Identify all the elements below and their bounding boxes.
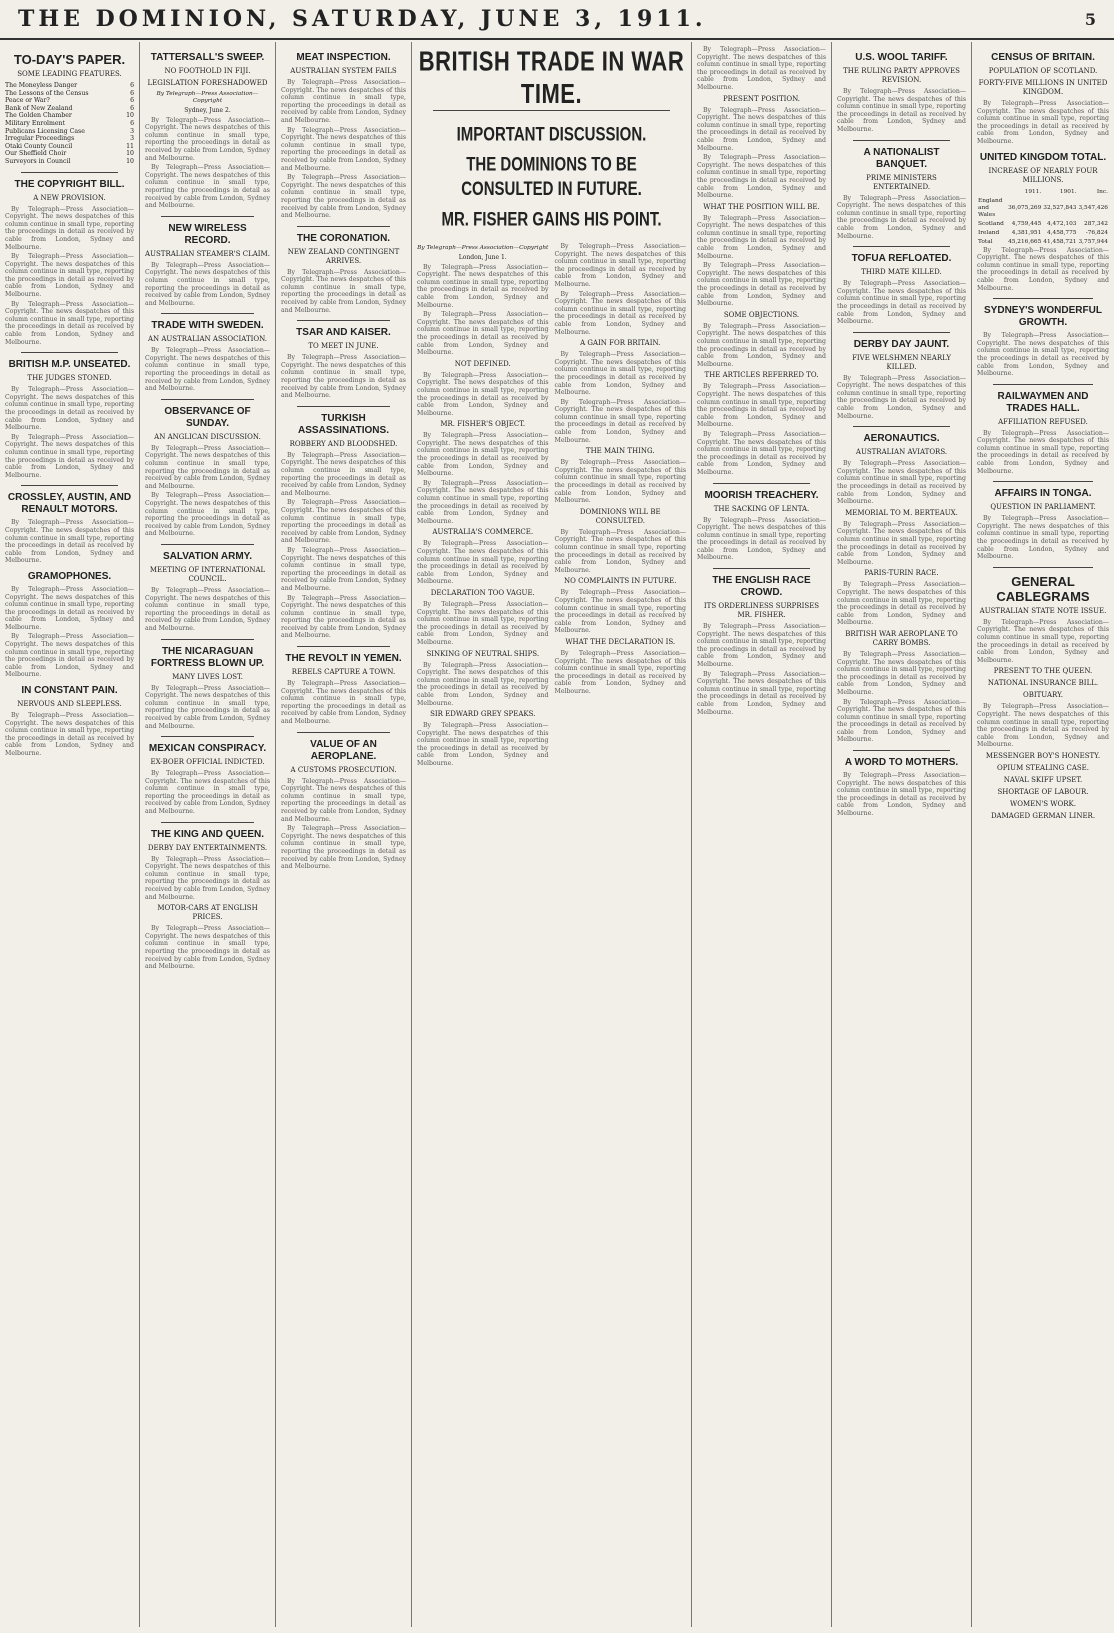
body-text: By Telegraph—Press Association—Copyright. The news despatches of this column continue in small type, reporting the proceedings in detail as received by cable from London, Sydney and Melbourne. [977, 618, 1109, 664]
census-heading: CENSUS OF BRITAIN. [991, 52, 1095, 63]
sunday-heading: OBSERVANCE OF SUNDAY. [164, 405, 251, 429]
index-item-page: 3 [130, 127, 134, 135]
body-text: By Telegraph—Press Association—Copyright. The news despatches of this column continue in small type, reporting the proceedings in detail as received by cable from London, Sydney and Melbourne. [837, 280, 966, 326]
body-text: By Telegraph—Press Association—Copyright. The news despatches of this column continue in small type, reporting the proceedings in detail as received by cable from London, Sydney and Melbourne. [5, 712, 134, 757]
index-item-page: 6 [130, 97, 134, 105]
center-column-a [417, 243, 549, 770]
wireless-heading: NEW WIRELESS RECORD. [168, 222, 247, 246]
derby-heading: DERBY DAY JAUNT. [853, 338, 950, 350]
body-text: By Telegraph—Press Association—Copyright. The news despatches of this column continue in small type, reporting the proceedings in detail as received by cable from London, Sydney and Melbourne. [281, 174, 406, 220]
body-text: By Telegraph—Press Association—Copyright. The news despatches of this column continue in small type, reporting the proceedings in detail as received by cable from London, Sydney and Melbourne. [837, 374, 966, 420]
body-text: By Telegraph—Press Association—Copyright. The news despatches of this column continue in small type, reporting the proceedings in detail as received by cable from London, Sydney and Melbourne. [417, 311, 549, 357]
body-text: By Telegraph—Press Association—Copyright. The news despatches of this column continue in small type, reporting the proceedings in detail as received by cable from London, Sydney and Melbourne. [837, 88, 966, 133]
important-discussion-sub: IMPORTANT DISCUSSION. [456, 123, 647, 146]
body-text: By Telegraph—Press Association—Copyright. The news despatches of this column continue in small type, reporting the proceedings in detail as received by cable from London, Sydney and Melbourne. [281, 451, 406, 497]
neutral-ships-heading: SINKING OF NEUTRAL SHIPS. [426, 649, 540, 658]
census-header-cell [977, 188, 1007, 197]
body-text: By Telegraph—Press Association—Copyright. The news despatches of this column continue in small type, reporting the proceedings in detail as received by cable from London, Sydney and Melbourne. [417, 600, 549, 646]
body-text: By Telegraph—Press Association—Copyright. The news despatches of this column continue in small type, reporting the proceedings in detail as received by cable from London, Sydney and Melbourne. [977, 703, 1109, 749]
body-text: By Telegraph—Press Association—Copyright. The news despatches of this column continue in small type, reporting the proceedings in detail as received by cable from London, Sydney and Melbourne. [697, 154, 826, 200]
masthead [0, 0, 1114, 40]
tattersall-heading: TATTERSALL'S SWEEP. [150, 52, 265, 63]
body-text: By Telegraph—Press Association—Copyright. The news despatches of this column continue in small type, reporting the proceedings in detail as received by cable from London, Sydney and Melbourne. [837, 772, 966, 818]
aeronautics-sub: AUSTRALIAN AVIATORS. [855, 448, 948, 457]
motor-cars-sub: MOTOR-CARS AT ENGLISH PRICES. [157, 904, 258, 922]
unseated-heading: BRITISH M.P. UNSEATED. [8, 359, 131, 371]
nicaragua-heading: THE NICARAGUAN FORTRESS BLOWN UP. [150, 645, 265, 669]
body-text: By Telegraph—Press Association—Copyright. The news despatches of this column continue in small type, reporting the proceedings in detail as received by cable from London, Sydney and Melbourne. [5, 519, 134, 565]
census-cell: Scotland [978, 220, 1004, 227]
tsar-sub: TO MEET IN JUNE. [308, 342, 379, 351]
tsar-heading: TSAR AND KAISER. [296, 327, 391, 339]
grey-speaks-heading: SIR EDWARD GREY SPEAKS. [430, 710, 536, 719]
body-text: By Telegraph—Press Association—Copyright. The news despatches of this column continue in small type, reporting the proceedings in detail as received by cable from London, Sydney and Melbourne. [554, 290, 686, 336]
sweden-heading: TRADE WITH SWEDEN. [151, 320, 264, 332]
column-1 [0, 42, 140, 1627]
index-item-page: 10 [126, 157, 134, 165]
coronation-heading: THE CORONATION. [296, 232, 391, 244]
aeroplane-sub: A CUSTOMS PROSECUTION. [290, 765, 397, 774]
turkish-sub: ROBBERY AND BLOODSHED. [289, 439, 398, 448]
insurance-sub: NATIONAL INSURANCE BILL. [987, 679, 1099, 688]
forty-five-millions-sub: FORTY-FIVE MILLIONS IN UNITED KINGDOM. [978, 79, 1108, 96]
body-text: By Telegraph—Press Association—Copyright. The news despatches of this column continue in small type, reporting the proceedings in detail as received by cable from London, Sydney and Melbourne. [837, 520, 966, 566]
index-item-page: 6 [130, 104, 134, 112]
census-cell: 287,342 [1084, 220, 1108, 227]
body-text: By Telegraph—Press Association—Copyright. The news despatches of this column continue in small type, reporting the proceedings in detail as received by cable from London, Sydney and Melbourne. [5, 386, 134, 432]
note-issue-sub: AUSTRALIAN STATE NOTE ISSUE. [979, 606, 1107, 615]
body-text: By Telegraph—Press Association—Copyright. The news despatches of this column continue in small type, reporting the proceedings in detail as received by cable from London, Sydney and Melbourne. [145, 492, 270, 538]
german-liner-sub: DAMAGED GERMAN LINER. [990, 811, 1096, 820]
no-complaints-heading: NO COMPLAINTS IN FUTURE. [564, 577, 677, 586]
index-item [5, 128, 134, 136]
berteaux-sub: MEMORIAL TO M. BERTEAUX. [845, 508, 958, 517]
index-item-page: 10 [126, 112, 134, 120]
census-table-row [977, 238, 1109, 247]
salvation-heading: SALVATION ARMY. [162, 550, 253, 562]
body-text: By Telegraph—Press Association—Copyright. The news despatches of this column continue in small type, reporting the proceedings in detail as received by cable from London, Sydney and Melbourne. [417, 263, 549, 309]
column-2 [140, 42, 276, 1627]
index-item [5, 143, 134, 151]
body-text: By Telegraph—Press Association—Copyright. The news despatches of this column continue in small type, reporting the proceedings in detail as received by cable from London, Sydney and Melbourne. [697, 322, 826, 368]
census-cell: -76,824 [1085, 229, 1108, 236]
nicaragua-sub: MANY LIVES LOST. [172, 672, 243, 681]
column-3 [276, 42, 412, 1627]
tofua-heading: TOFUA REFLOATED. [851, 253, 952, 265]
body-text: By Telegraph—Press Association—Copyright. The news despatches of this column continue in small type, reporting the proceedings in detail as received by cable from London, Sydney and Melbourne. [977, 332, 1109, 378]
body-text: By Telegraph—Press Association—Copyright. The news despatches of this column continue in small type, reporting the proceedings in detail as received by cable from London, Sydney and Melbourne. [977, 100, 1109, 145]
womens-work-sub: WOMEN'S WORK. [1010, 799, 1076, 808]
index-item-label: Publicans Licensing Case [5, 127, 85, 135]
body-text: By Telegraph—Press Association—Copyright. The news despatches of this column continue in small type, reporting the proceedings in detail as received by cable from London, Sydney and Melbourne. [554, 589, 686, 635]
page-number: 5 [1084, 9, 1096, 29]
census-header-cell: Inc. [1096, 188, 1108, 195]
body-text: By Telegraph—Press Association—Copyright. The news despatches of this column continue in small type, reporting the proceedings in detail as received by cable from London, Sydney and Melbourne. [281, 680, 406, 726]
derby-sub: FIVE WELSHMEN NEARLY KILLED. [852, 353, 951, 371]
mexican-sub: EX-BOER OFFICIAL INDICTED. [150, 758, 265, 767]
index-item-label: The Lessons of the Census [5, 89, 89, 97]
census-cell: 32,527,843 [1043, 204, 1077, 211]
index-item-label: The Golden Chamber [5, 112, 72, 120]
unseated-sub: THE JUDGES STONED. [27, 374, 112, 383]
banquet-heading: A NATIONALIST BANQUET. [863, 146, 940, 170]
body-text: By Telegraph—Press Association—Copyright. The news despatches of this column continue in small type, reporting the proceedings in detail as received by cable from London, Sydney and Melbourne. [697, 430, 826, 476]
index-item-label: Military Enrolment [5, 119, 66, 127]
commerce-heading: AUSTRALIA'S COMMERCE. [432, 528, 534, 537]
ad-pain-heading: IN CONSTANT PAIN. [21, 685, 118, 697]
body-text: By Telegraph—Press Association—Copyright. The news despatches of this column continue in small type, reporting the proceedings in detail as received by cable from London, Sydney and Melbourne. [281, 354, 406, 400]
race-crowd-heading: THE ENGLISH RACE CROWD. [712, 575, 811, 599]
census-cell: 3,757,944 [1078, 238, 1108, 245]
index-item-label: Bank of New Zealand [5, 104, 73, 112]
index-item [5, 120, 134, 128]
center-feature [412, 42, 692, 1627]
index-item-page: 6 [130, 89, 134, 97]
body-text: By Telegraph—Press Association—Copyright. The news despatches of this column continue in small type, reporting the proceedings in detail as received by cable from London, Sydney and Melbourne. [417, 479, 549, 525]
census-table-header [977, 188, 1109, 197]
body-text: By Telegraph—Press Association—Copyright. The news despatches of this column continue in small type, reporting the proceedings in detail as received by cable from London, Sydney and Melbourne. [5, 205, 134, 251]
body-text: By Telegraph—Press Association—Copyright. The news despatches of this column continue in small type, reporting the proceedings in detail as received by cable from London, Sydney and Melbourne. [554, 459, 686, 505]
king-queen-sub: DERBY DAY ENTERTAINMENTS. [147, 843, 268, 852]
leading-features-sub: SOME LEADING FEATURES. [17, 70, 122, 78]
vague-heading: DECLARATION TOO VAGUE. [430, 588, 535, 597]
census-header-cell: 1901. [1059, 188, 1077, 195]
index-item-label: Otaki County Council [5, 142, 73, 150]
paris-turin-sub: PARIS-TURIN RACE. [864, 569, 939, 578]
index-item [5, 90, 134, 98]
column-6 [692, 42, 832, 1627]
body-text: By Telegraph—Press Association—Copyright. The news despatches of this column continue in small type, reporting the proceedings in detail as received by cable from London, Sydney and Melbourne. [145, 164, 270, 210]
gain-heading: A GAIN FOR BRITAIN. [580, 339, 661, 348]
ad-pain-sub: NERVOUS AND SLEEPLESS. [17, 700, 122, 709]
body-text: By Telegraph—Press Association—Copyright. The news despatches of this column continue in small type, reporting the proceedings in detail as received by cable from London, Sydney and Melbourne. [281, 79, 406, 124]
tonga-sub: QUESTION IN PARLIAMENT. [990, 503, 1096, 512]
tonga-heading: AFFAIRS IN TONGA. [994, 488, 1092, 500]
index-item [5, 135, 134, 143]
body-text: By Telegraph—Press Association—Copyright. The news despatches of this column continue in small type, reporting the proceedings in detail as received by cable from London, Sydney and Melbourne. [145, 770, 270, 816]
census-table [977, 188, 1109, 247]
census-cell: 4,759,445 [1011, 220, 1042, 227]
declaration-heading: WHAT THE DECLARATION IS. [565, 637, 676, 646]
meat-sub: AUSTRALIAN SYSTEM FAILS [290, 67, 397, 75]
salvation-sub: MEETING OF INTERNATIONAL COUNCIL. [149, 565, 266, 583]
body-text: By Telegraph—Press Association—Copyright. The news despatches of this column continue in small type, reporting the proceedings in detail as received by cable from London, Sydney and Melbourne. [417, 722, 549, 768]
index-item [5, 150, 134, 158]
skiff-sub: NAVAL SKIFF UPSET. [1003, 775, 1083, 784]
body-text: By Telegraph—Press Association—Copyright. The news despatches of this column continue in small type, reporting the proceedings in detail as received by cable from London, Sydney and Melbourne. [281, 268, 406, 314]
body-text: By Telegraph—Press Association—Copyright. The news despatches of this column continue in small type, reporting the proceedings in detail as received by cable from London, Sydney and Melbourne. [554, 528, 686, 574]
index-item-label: Irregular Proceedings [5, 135, 75, 143]
body-text: By Telegraph—Press Association—Copyright. The news despatches of this column continue in small type, reporting the proceedings in detail as received by cable from London, Sydney and Melbourne. [5, 433, 134, 479]
obituary-sub: OBITUARY. [1022, 691, 1064, 700]
body-text: By Telegraph—Press Association—Copyright. The news despatches of this column continue in small type, reporting the proceedings in detail as received by cable from London, Sydney and Melbourne. [837, 194, 966, 240]
census-table-row [977, 197, 1109, 220]
legislation-sub: LEGISLATION FORESHADOWED [147, 79, 268, 87]
census-table-row [977, 229, 1109, 238]
sydney-growth-heading: SYDNEY'S WONDERFUL GROWTH. [984, 305, 1102, 329]
body-text: By Telegraph—Press Association—Copyright. The news despatches of this column continue in small type, reporting the proceedings in detail as received by cable from London, Sydney and Melbourne. [417, 540, 549, 586]
census-cell: 3,547,426 [1078, 204, 1108, 211]
index-item-page: 11 [126, 142, 134, 150]
body-text: By Telegraph—Press Association—Copyright. The news despatches of this column continue in small type, reporting the proceedings in detail as received by cable from London, Sydney and Melbourne. [837, 581, 966, 627]
yemen-heading: THE REVOLT IN YEMEN. [285, 653, 402, 665]
increase-sub: INCREASE OF NEARLY FOUR MILLIONS. [988, 166, 1098, 184]
copyright-heading: THE COPYRIGHT BILL. [14, 178, 125, 190]
body-text: By Telegraph—Press Association—Copyright. The news despatches of this column continue in small type, reporting the proceedings in detail as received by cable from London, Sydney and Melbourne. [554, 243, 686, 288]
aeroplane-heading: VALUE OF AN AEROPLANE. [310, 738, 377, 762]
body-text: By Telegraph—Press Association—Copyright. The news despatches of this column continue in small type, reporting the proceedings in detail as received by cable from London, Sydney and Melbourne. [5, 300, 134, 346]
uk-total-heading: UNITED KINGDOM TOTAL. [979, 151, 1107, 163]
byline: By Telegraph—Press Association—Copyright [156, 91, 259, 104]
index-item [5, 112, 134, 120]
meat-heading: MEAT INSPECTION. [296, 52, 391, 63]
queen-present-sub: PRESENT TO THE QUEEN. [993, 667, 1093, 676]
census-cell: 4,458,775 [1046, 229, 1077, 236]
mexican-heading: MEXICAN CONSPIRACY. [148, 743, 267, 755]
column-8 [972, 42, 1114, 1627]
main-thing-heading: THE MAIN THING. [585, 447, 655, 456]
body-text: By Telegraph—Press Association—Copyright. The news despatches of this column continue in small type, reporting the proceedings in detail as received by cable from London, Sydney and Melbourne. [837, 698, 966, 744]
cablegrams-heading: GENERAL CABLEGRAMS [996, 573, 1090, 604]
index-item-label: The Moneyless Danger [5, 82, 78, 89]
labour-sub: SHORTAGE OF LABOUR. [997, 787, 1089, 796]
index-item [5, 158, 134, 166]
body-text: By Telegraph—Press Association—Copyright. The news despatches of this column continue in small type, reporting the proceedings in detail as received by cable from London, Sydney and Melbourne. [697, 670, 826, 716]
body-text: By Telegraph—Press Association—Copyright. The news despatches of this column continue in small type, reporting the proceedings in detail as received by cable from London, Sydney and Melbourne. [554, 398, 686, 444]
body-text: By Telegraph—Press Association—Copyright. The news despatches of this column continue in small type, reporting the proceedings in detail as received by cable from London, Sydney and Melbourne. [281, 546, 406, 592]
body-text: By Telegraph—Press Association—Copyright. The news despatches of this column continue in small type, reporting the proceedings in detail as received by cable from London, Sydney and Melbourne. [837, 460, 966, 506]
fishers-object-heading: MR. FISHER'S OBJECT. [440, 420, 526, 429]
index-item-label: Peace or War? [5, 97, 50, 105]
opium-sub: OPIUM STEALING CASE. [996, 763, 1090, 772]
articles-heading: THE ARTICLES REFERRED TO. [704, 371, 819, 380]
index-item-page: 3 [130, 135, 134, 143]
todays-paper-heading: TO-DAY'S PAPER. [13, 52, 126, 67]
body-text: By Telegraph—Press Association—Copyright. The news despatches of this column continue in small type, reporting the proceedings in detail as received by cable from London, Sydney and Melbourne. [281, 594, 406, 640]
wireless-sub: AUSTRALIAN STEAMER'S CLAIM. [145, 249, 270, 258]
turkish-heading: TURKISH ASSASSINATIONS. [298, 412, 389, 436]
scotland-sub: POPULATION OF SCOTLAND. [988, 67, 1098, 75]
census-cell: 36,075,269 [1008, 204, 1042, 211]
body-text: By Telegraph—Press Association—Copyright. The news despatches of this column continue in small type, reporting the proceedings in detail as received by cable from London, Sydney and Melbourne. [554, 351, 686, 397]
body-text: By Telegraph—Press Association—Copyright. The news despatches of this column continue in small type, reporting the proceedings in detail as received by cable from London, Sydney and Melbourne. [145, 116, 270, 162]
affiliation-sub: AFFILIATION REFUSED. [998, 417, 1088, 426]
census-cell: 41,458,721 [1043, 238, 1077, 245]
coronation-sub: NEW ZEALAND CONTINGENT ARRIVES. [287, 247, 400, 265]
body-text: By Telegraph—Press Association—Copyright. The news despatches of this column continue in small type, reporting the proceedings in detail as received by cable from London, Sydney and Melbourne. [145, 684, 270, 730]
body-text: By Telegraph—Press Association—Copyright. The news despatches of this column continue in small type, reporting the proceedings in detail as received by cable from London, Sydney and Melbourne. [697, 262, 826, 308]
body-text: By Telegraph—Press Association—Copyright. The news despatches of this column continue in small type, reporting the proceedings in detail as received by cable from London, Sydney and Melbourne. [281, 499, 406, 545]
consulted-heading: DOMINIONS WILL BE CONSULTED. [579, 507, 661, 525]
body-text: By Telegraph—Press Association—Copyright. The news despatches of this column continue in small type, reporting the proceedings in detail as received by cable from London, Sydney and Melbourne. [837, 650, 966, 696]
mothers-heading: A WORD TO MOTHERS. [844, 757, 959, 769]
yemen-sub: REBELS CAPTURE A TOWN. [291, 668, 396, 677]
body-text: By Telegraph—Press Association—Copyright. The news despatches of this column continue in small type, reporting the proceedings in detail as received by cable from London, Sydney and Melbourne. [145, 586, 270, 632]
body-text: By Telegraph—Press Association—Copyright. The news despatches of this column continue in small type, reporting the proceedings in detail as received by cable from London, Sydney and Melbourne. [417, 661, 549, 707]
aeronautics-heading: AERONAUTICS. [863, 433, 940, 445]
objections-heading: SOME OBJECTIONS. [723, 310, 800, 319]
census-cell: 4,472,103 [1046, 220, 1077, 227]
body-text: By Telegraph—Press Association—Copyright. The news despatches of this column continue in small type, reporting the proceedings in detail as received by cable from London, Sydney and Melbourne. [145, 925, 270, 971]
body-text: By Telegraph—Press Association—Copyright. The news despatches of this column continue in small type, reporting the proceedings in detail as received by cable from London, Sydney and Melbourne. [281, 126, 406, 172]
center-column-b [555, 243, 687, 770]
body-text: By Telegraph—Press Association—Copyright. The news despatches of this column continue in small type, reporting the proceedings in detail as received by cable from London, Sydney and Melbourne. [697, 214, 826, 260]
body-text: By Telegraph—Press Association—Copyright. The news despatches of this column continue in small type, reporting the proceedings in detail as received by cable from London, Sydney and Melbourne. [281, 825, 406, 871]
moorish-sub: THE SACKING OF LENTA. [713, 504, 810, 513]
body-text: By Telegraph—Press Association—Copyright. The news despatches of this column continue in small type, reporting the proceedings in detail as received by cable from London, Sydney and Melbourne. [697, 383, 826, 429]
census-cell: Ireland [978, 229, 1000, 236]
census-header-cell: 1911. [1024, 188, 1042, 195]
dominions-consulted-sub: THE DOMINIONS TO BE CONSULTED IN FUTURE. [461, 153, 642, 201]
fisher-gains-sub: MR. FISHER GAINS HIS POINT. [441, 208, 662, 231]
king-queen-heading: THE KING AND QUEEN. [151, 828, 264, 840]
body-text: By Telegraph—Press Association—Copyright. The news despatches of this column continue in small type, reporting the proceedings in detail as received by cable from London, Sydney and Melbourne. [5, 585, 134, 631]
ad-motors-heading: CROSSLEY, AUSTIN, AND RENAULT MOTORS. [7, 492, 132, 516]
messenger-sub: MESSENGER BOY'S HONESTY. [985, 751, 1101, 760]
dateline: London, June 1. [458, 254, 507, 261]
body-text: By Telegraph—Press Association—Copyright. The news despatches of this column continue in small type, reporting the proceedings in detail as received by cable from London, Sydney and Melbourne. [417, 432, 549, 478]
body-text: By Telegraph—Press Association—Copyright. The news despatches of this column continue in small type, reporting the proceedings in detail as received by cable from London, Sydney and Melbourne. [697, 623, 826, 669]
index-item [5, 82, 134, 90]
body-text: By Telegraph—Press Association—Copyright. The news despatches of this column continue in small type, reporting the proceedings in detail as received by cable from London, Sydney and Melbourne. [145, 261, 270, 307]
index-item-page: 10 [126, 150, 134, 158]
index-item-label: Our Sheffield Choir [5, 150, 67, 158]
body-text: By Telegraph—Press Association—Copyright. The news despatches of this column continue in small type, reporting the proceedings in detail as received by cable from London, Sydney and Melbourne. [145, 444, 270, 490]
body-text: By Telegraph—Press Association—Copyright. The news despatches of this column continue in small type, reporting the proceedings in detail as received by cable from London, Sydney and Melbourne. [977, 246, 1109, 292]
byline: By Telegraph—Press Association—Copyright [417, 245, 549, 251]
body-text: By Telegraph—Press Association—Copyright. The news despatches of this column continue in small type, reporting the proceedings in detail as received by cable from London, Sydney and Melbourne. [5, 253, 134, 299]
dateline: Sydney, June 2. [184, 107, 231, 114]
body-text: By Telegraph—Press Association—Copyright. The news despatches of this column continue in small type, reporting the proceedings in detail as received by cable from London, Sydney and Melbourne. [5, 633, 134, 679]
index-item-page: 6 [130, 82, 134, 89]
not-defined-heading: NOT DEFINED. [454, 359, 511, 368]
index-list [5, 82, 134, 166]
moorish-heading: MOORISH TREACHERY. [704, 489, 819, 501]
body-text: By Telegraph—Press Association—Copyright. The news despatches of this column continue in small type, reporting the proceedings in detail as received by cable from London, Sydney and Melbourne. [977, 429, 1109, 475]
body-text: By Telegraph—Press Association—Copyright. The news despatches of this column continue in small type, reporting the proceedings in detail as received by cable from London, Sydney and Melbourne. [697, 516, 826, 562]
index-item-label: Surveyors in Council [5, 157, 71, 165]
banquet-sub: PRIME MINISTERS ENTERTAINED. [866, 173, 937, 191]
wool-tariff-heading: U.S. WOOL TARIFF. [855, 52, 948, 63]
body-text: By Telegraph—Press Association—Copyright. The news despatches of this column continue in small type, reporting the proceedings in detail as received by cable from London, Sydney and Melbourne. [417, 371, 549, 417]
masthead-title: THE DOMINION, SATURDAY, JUNE 3, 1911. [18, 6, 707, 32]
ad-gramophones-heading: GRAMOPHONES. [27, 570, 112, 582]
body-text: By Telegraph—Press Association—Copyright. The news despatches of this column continue in small type, reporting the proceedings in detail as received by cable from London, Sydney and Melbourne. [697, 106, 826, 152]
fiji-sub: NO FOOTHOLD IN FIJI. [164, 67, 251, 75]
main-headline: BRITISH TRADE IN WAR TIME. [418, 45, 685, 110]
index-item [5, 105, 134, 113]
wool-tariff-sub: THE RULING PARTY APPROVES REVISION. [843, 67, 960, 84]
census-cell: England and Wales [978, 197, 1003, 218]
census-table-row [977, 220, 1109, 229]
census-cell: Total [978, 238, 993, 245]
present-position-heading: PRESENT POSITION. [722, 94, 801, 103]
body-text: By Telegraph—Press Association—Copyright. The news despatches of this column continue in small type, reporting the proceedings in detail as received by cable from London, Sydney and Melbourne. [554, 649, 686, 695]
census-cell: 45,216,665 [1008, 238, 1042, 245]
column-7 [832, 42, 972, 1627]
race-crowd-sub: ITS ORDERLINESS SURPRISES MR. FISHER. [703, 602, 820, 620]
sweden-sub: AN AUSTRALIAN ASSOCIATION. [147, 335, 268, 344]
body-text: By Telegraph—Press Association—Copyright. The news despatches of this column continue in small type, reporting the proceedings in detail as received by cable from London, Sydney and Melbourne. [977, 515, 1109, 561]
tofua-sub: THIRD MATE KILLED. [861, 268, 942, 277]
body-text: By Telegraph—Press Association—Copyright. The news despatches of this column continue in small type, reporting the proceedings in detail as received by cable from London, Sydney and Melbourne. [281, 777, 406, 823]
war-aeroplane-sub: BRITISH WAR AEROPLANE TO CARRY BOMBS. [845, 629, 958, 647]
copyright-sub: A NEW PROVISION. [33, 193, 106, 202]
index-item-page: 6 [130, 119, 134, 127]
census-cell: 4,381,951 [1011, 229, 1042, 236]
body-text: By Telegraph—Press Association—Copyright. The news despatches of this column continue in small type, reporting the proceedings in detail as received by cable from London, Sydney and Melbourne. [145, 855, 270, 901]
railwaymen-heading: RAILWAYMEN AND TRADES HALL. [997, 390, 1089, 414]
sunday-sub: AN ANGLICAN DISCUSSION. [154, 432, 261, 441]
index-item [5, 97, 134, 105]
body-text: By Telegraph—Press Association—Copyright. The news despatches of this column continue in small type, reporting the proceedings in detail as received by cable from London, Sydney and Melbourne. [697, 46, 826, 91]
body-text: By Telegraph—Press Association—Copyright. The news despatches of this column continue in small type, reporting the proceedings in detail as received by cable from London, Sydney and Melbourne. [145, 347, 270, 393]
position-will-be-heading: WHAT THE POSITION WILL BE. [703, 202, 820, 211]
